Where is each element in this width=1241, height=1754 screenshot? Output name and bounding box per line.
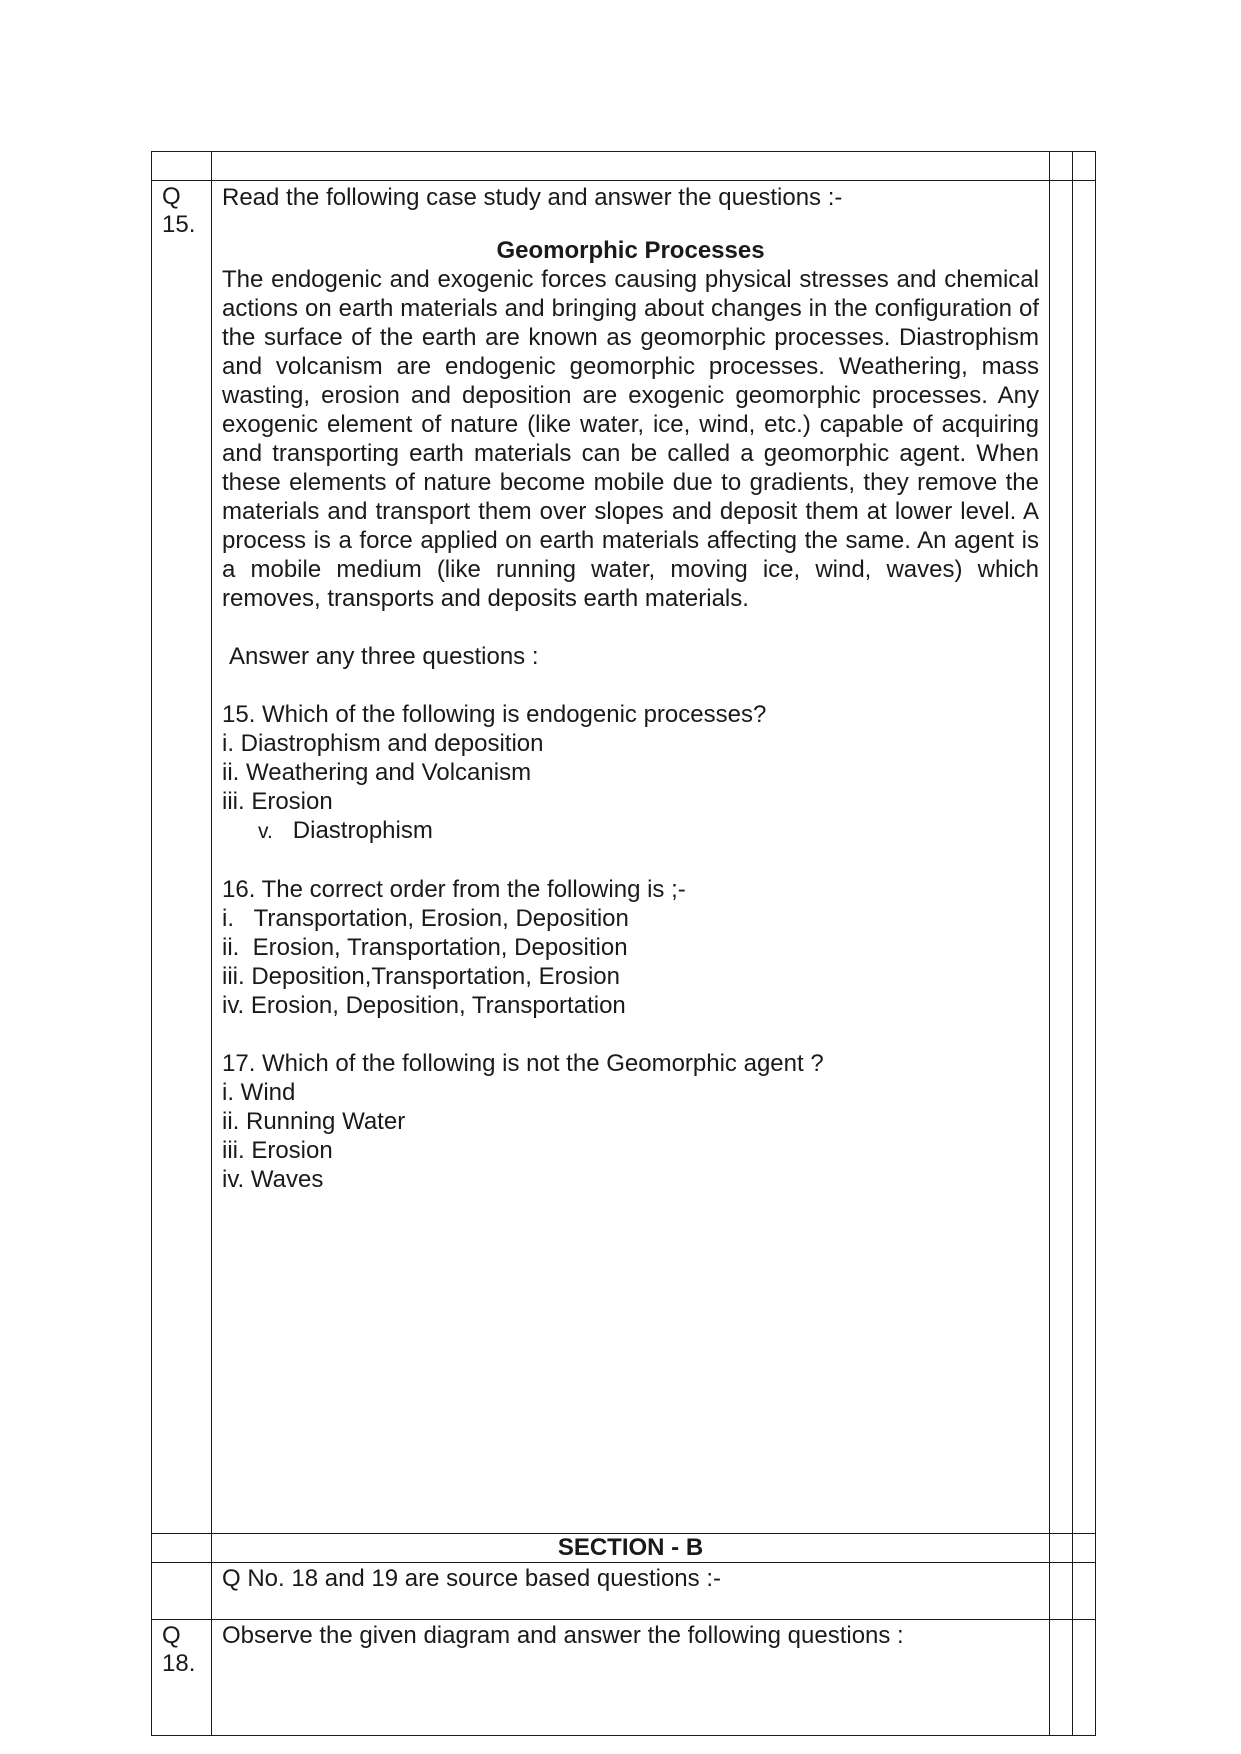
question-label-number: 15. (162, 211, 196, 238)
question-paper-page (151, 151, 1095, 1736)
answer-instruction: Answer any three questions : (229, 643, 539, 670)
option-text: Diastrophism (292, 817, 433, 844)
option-item: iii. Deposition,Transportation, Erosion (222, 963, 620, 990)
option-item: ii. Running Water (222, 1108, 406, 1135)
option-item: ii. Erosion, Transportation, Deposition (222, 934, 628, 961)
option-item: i. Transportation, Erosion, Deposition (222, 905, 629, 932)
question-body-q15 (212, 181, 1050, 1534)
source-based-note: Q No. 18 and 19 are source based questions :- (212, 1563, 1050, 1620)
case-study-passage: The endogenic and exogenic forces causing physical stresses and chemical actions on earth materials and bringing about changes in the configuration of the surface of the earth are known as geomorphic processes. Diastrophism and volcanism are endogenic geomorphic processes. Weathering, mass wasting, erosion and deposition are exogenic geomorphic processes. Any exogenic element of nature (like water, ice, wind, etc.) capable of acquiring and transporting earth materials can be called a geomorphic agent. When these elements of nature become mobile due to gradients, they remove the materials and transport them over slopes and deposit them at lower level. A process is a force applied on earth materials affecting the same. An agent is a mobile medium (like running water, moving ice, wind, waves) which removes, transports and deposits earth materials. (222, 266, 1039, 612)
option-item: ii. Weathering and Volcanism (222, 759, 532, 786)
option-item: iv. Erosion, Deposition, Transportation (222, 992, 626, 1019)
option-item: iv. Waves (222, 1166, 324, 1193)
option-item: iii. Erosion (222, 788, 333, 815)
option-item: iii. Erosion (222, 1137, 333, 1164)
section-heading: SECTION - B (212, 1534, 1050, 1563)
case-study-title: Geomorphic Processes (496, 237, 765, 264)
question-number-q18 (152, 1620, 212, 1736)
table-row-source-note (152, 1563, 1096, 1620)
sub-question-17: 17. Which of the following is not the Geomorphic agent ? (222, 1050, 824, 1077)
case-study-intro: Read the following case study and answer the questions :- (222, 184, 843, 211)
question-body-q18: Observe the given diagram and answer the following questions : (212, 1620, 1050, 1736)
question-label-q: Q (162, 1622, 181, 1649)
option-item: i. Wind (222, 1079, 296, 1106)
table-row-q15 (152, 181, 1096, 1534)
table-row-q18 (152, 1620, 1096, 1736)
question-label-q: Q (162, 183, 181, 210)
option-marker: v. (258, 820, 273, 843)
question-table (151, 151, 1096, 1736)
table-row-section-b (152, 1534, 1096, 1563)
table-row-empty (152, 152, 1096, 181)
sub-question-16: 16. The correct order from the following is ;- (222, 876, 686, 903)
option-item (222, 816, 1039, 846)
option-item: i. Diastrophism and deposition (222, 730, 544, 757)
question-label-number: 18. (162, 1650, 196, 1677)
question-number-q15 (152, 181, 212, 1534)
sub-question-15: 15. Which of the following is endogenic processes? (222, 701, 767, 728)
